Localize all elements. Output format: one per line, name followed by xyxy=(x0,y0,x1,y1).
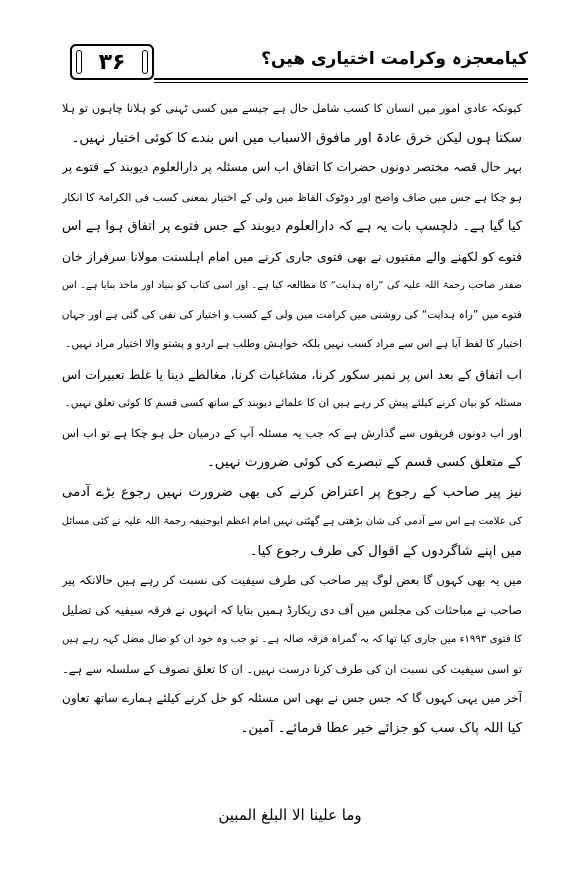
text-line: ہو چکا ہے جس میں صاف واضح اور دوٹوک الفاظ میں ولی کے اختیار بمعنی کسب فی الکرامۃ کا انکار xyxy=(62,190,522,204)
text-line: صاحب نے مباحثات کی مجلس میں آف دی ریکارڈ ہمیں بتایا کہ انہوں نے فرقہ سیفیہ کی تضلیل xyxy=(62,602,522,617)
text-line: کیونکہ عادی امور میں انسان کا کسب شامل حال ہے جیسے میں کسی ٹہنی کو ہلانا چاہوں تو ہلا xyxy=(62,102,522,115)
paragraph xyxy=(62,478,522,567)
text-line: میں یہ بھی کہوں گا بعض لوگ پیر صاحب کی طرف سیفیت کی نسبت کر رہے ہیں حالانکہ پیر xyxy=(62,573,522,587)
text-line: آخر میں یہی کہوں گا کہ جس جس نے بھی اس مسئلہ کو حل کرنے کیلئے ہمارے ساتھ تعاون xyxy=(62,691,522,705)
text-line: کا فتوی ۱۹۹۳ء میں جاری کیا تھا کہ یہ گمراہ فرقہ ضالہ ہے۔ تو جب وہ خود ان کو ضال مضل کہہ رہے ہیں xyxy=(62,634,522,645)
text-line: بہر حال قصہ مختصر دونوں حضرات کا اتفاق اب اس مسئلہ پر دارالعلوم دیوبند کے فتوے پر xyxy=(62,160,522,174)
page-number-box xyxy=(70,44,154,80)
text-line: اور اب دونوں فریقوں سے گذارش ہے کہ جب یہ مسئلہ آپ کے درمیان حل ہو چکا ہے تو اب اس xyxy=(62,425,522,440)
paragraph xyxy=(62,153,522,360)
paragraph xyxy=(62,419,522,478)
header-rule-thin xyxy=(154,82,528,83)
paragraph xyxy=(62,566,522,684)
text-line: کیا گیا ہے۔ دلچسپ بات یہ ہے کہ دارالعلوم دیوبند کے جس فتوے پر اتفاق ہوا ہے اس xyxy=(62,219,522,234)
paragraph xyxy=(62,684,522,743)
text-line: تو اسی سیفیت کی نسبت ان کی طرف کرنا درست نہیں۔ ان کا تعلق تصوف کے سلسلہ سے ہے۔ xyxy=(62,661,522,676)
closing-line: وما علینا الا البلغ المبین xyxy=(218,806,362,824)
page-number: ۳۶ xyxy=(98,49,126,75)
text-line: میں اپنے شاگردوں کے اقوال کی طرف رجوع کیا۔ xyxy=(249,543,522,559)
chapter-title: کیامعجزہ وکرامت اختیاری ھیں؟ xyxy=(261,49,528,69)
body-text xyxy=(62,94,522,743)
paragraph xyxy=(62,94,522,153)
page-header xyxy=(70,44,528,88)
text-line: فتوے کو لکھنے والے مفتیوں نے بھی فتوی جاری کرنے میں امام اہلسنت مولانا سرفراز خان xyxy=(62,248,522,264)
text-line: کیا اللہ پاک سب کو جزائے خیر عطا فرمائے۔ آمین۔ xyxy=(240,720,522,736)
text-line: فتوے میں ”راہ ہدایت“ کی روشنی میں کرامت میں ولی کے کسب و اختیار کی نفی کی گئی ہے اور جہاں xyxy=(62,308,522,321)
text-line: کی علامت ہے اس سے آدمی کی شان بڑھتی ہے گھٹتی نہیں امام اعظم ابوحنیفہ رحمۃ اللہ علیہ نے کئی مسائل xyxy=(62,516,522,527)
text-line: مسئلہ کو بیان کرنے کیلئے پیش کر رہے ہیں ان کا علمائے دیوبند کے ساتھ کسی قسم کا کوئی تعلق نہیں۔ xyxy=(64,397,522,409)
header-rule xyxy=(154,78,528,80)
text-line: اب اتفاق کے بعد اس پر نمبر سکور کرنا، مشاغبات کرنا، مغالطے دینا یا غلط تعبیرات اس xyxy=(62,366,522,382)
text-line: صفدر صاحب رحمۃ اللہ علیہ کی ”راہ ہدایت“ کا مطالعہ کیا ہے۔ اور اسی کتاب کو بنیاد اور ماخذ بنایا ہے۔ اس xyxy=(62,280,522,291)
text-line: اختیار کا لفظ آیا ہے اس سے مراد کسب نہیں بلکہ خواہش وطلب ہے اردو و پشتو والا اختیار مراد نہیں۔ xyxy=(65,338,522,350)
text-line: کے متعلق کسی قسم کے تبصرے کی کوئی ضرورت نہیں۔ xyxy=(206,455,522,470)
text-line: سکتا ہوں لیکن خرق عادۃ اور مافوق الاسباب میں اس بندے کا کوئی اختیار نہیں۔ xyxy=(71,130,522,146)
paragraph xyxy=(62,360,522,419)
text-line: نیز پیر صاحب کے رجوع پر اعتراض کرنے کی بھی ضرورت نہیں رجوع بڑے آدمی xyxy=(62,484,522,500)
